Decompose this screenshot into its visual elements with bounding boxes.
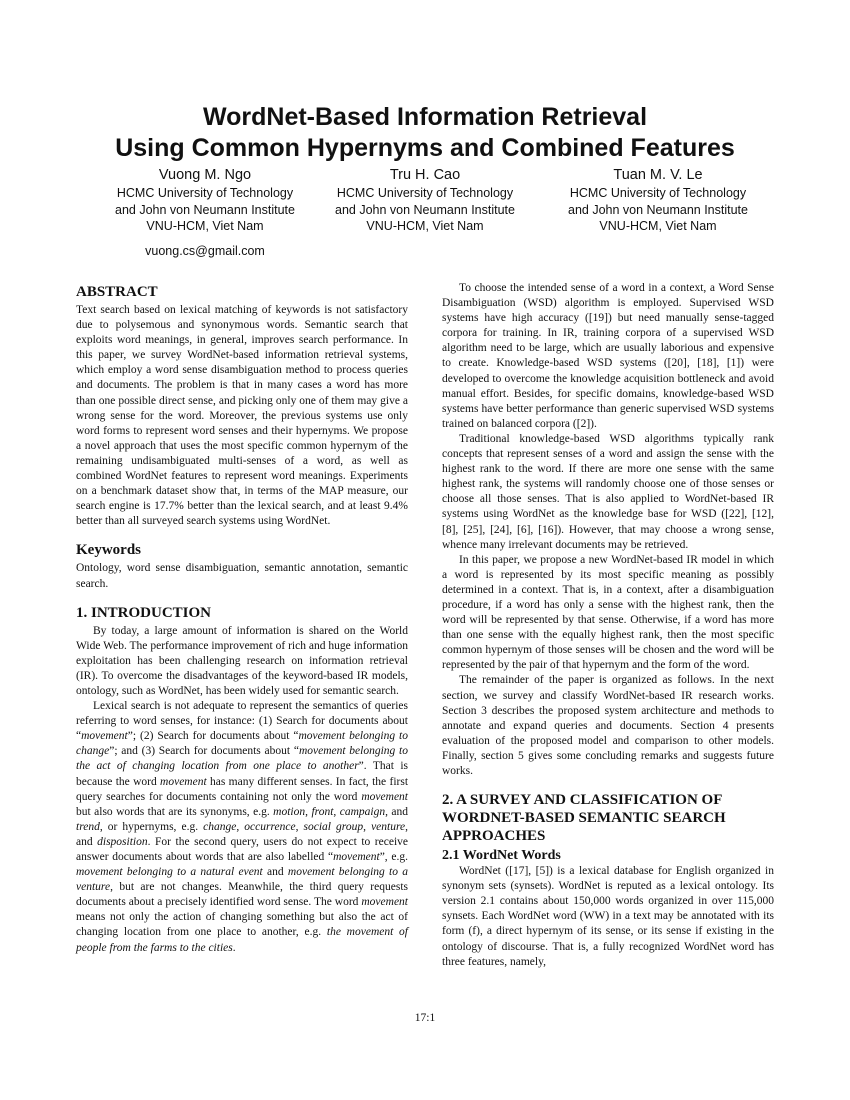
intro-paragraph-2: Lexical search is not adequate to represent the semantics of queries referring to word senses, for instance: (1) Search for documents about “movement”; (2) Search for documents about “movement belonging to change”; and (3) Search for documents about “movement belonging to the act of changing location from one place to another”. That is because the word movement has many different senses. In fact, the first query searches for documents containing not only the word movement but also words that are its synonyms, e.g. motion, front, campaign, and trend, or hypernyms, e.g. change, occurrence, social group, venture, and disposition. For the second query, users do not expect to receive answer documents about words that are also labelled “movement”, e.g. movement belonging to a natural event and movement belonging to a venture, but are not changes. Meanwhile, the third query requests documents about a precisely identified word sense. The word movement means not only the action of changing something but also the act of changing location from one place to another, e.g. the movement of people from the farms to the cities. [76,700,409,954]
body-paragraph-organization: The remainder of the paper is organized as follows. In the next section, we survey and classify WordNet-based IR research works. Section 3 describes the proposed system architecture and methods to annotate and expand queries and documents. Section 4 presents evaluation of the proposed model and comparison to other models. Finally, section 5 gives some concluding remarks and suggests future works. [442,674,774,777]
author-affiliation: HCMC University of Technology [569,186,747,200]
title-line-2: Using Common Hypernyms and Combined Features [115,134,735,162]
author-name: Vuong M. Ngo [158,167,252,183]
author-affiliation: VNU-HCM, Viet Nam [599,219,717,233]
intro-paragraph-1: By today, a large amount of information is shared on the World Wide Web. The performance improvement of rich and huge information exploitation has been challenging research on information retrieval (IR). To overcome the disadvantages of the keyword-based IR models, ontology, such as WordNet, has been widely used for semantic search. [76,624,408,697]
body-paragraph-wsd: To choose the intended sense of a word in a context, a Word Sense Disambiguation (WSD) algorithm is employed. Supervised WSD systems have high accuracy ([19]) but need manually sense-tagged corpora for training. In IR, training corpora of a supervised WSD algorithm need to be large, which are usually laborious and expensive to create. Knowledge-based WSD systems ([20], [18], [1]) were developed to overcome the knowledge acquisition bottleneck and avoid manual effort. Besides, for specific domains, knowledge-based WSD systems have better performance than generic supervised WSD systems trained on balanced corpora ([2]). [442,282,774,430]
paper-title [0,102,850,164]
right-column [442,281,774,970]
author-email[interactable]: vuong.cs@gmail.com [145,243,265,258]
author-block-2 [295,166,555,235]
keywords-text: Ontology, word sense disambiguation, semantic annotation, semantic search. [76,562,408,590]
author-affiliation: and John von Neumann Institute [568,202,748,217]
abstract-heading: ABSTRACT [76,284,158,300]
subsection-2-1-heading: 2.1 WordNet Words [442,848,561,864]
body-paragraph-proposal: In this paper, we propose a new WordNet-based IR model in which a word is represented by its most specific meaning as possibly determined in a context. That is, in a context, after a disambiguation procedure, if a word has only a sense with the highest rank, then the word will be represented by that sense. Otherwise, if a word has more than one sense with the equally highest rank, then the most specific common hypernym of those senses will be chosen and the word will be represented by the pair of that hypernym and the form of the word. [442,553,774,672]
author-affiliation: HCMC University of Technology [336,186,514,200]
author-affiliation: and John von Neumann Institute [335,202,515,217]
author-affiliation: VNU-HCM, Viet Nam [366,219,484,233]
introduction-heading: 1. INTRODUCTION [76,604,212,621]
author-name: Tru H. Cao [389,167,461,183]
body-paragraph-wordnet: WordNet ([17], [5]) is a lexical database for English organized in synonym sets (synsets). WordNet is reputed as a lexical ontology. Its version 2.1 contains about 150,000 words organized in over 115,000 synsets. Each WordNet word (WW) in a text may be annotated with its form (f), a direct hypernym of its sense, or its sense if existing in the ontology of discourse. That is, a fully recognized WordNet word has three features, namely, [442,865,774,968]
author-affiliation: and John von Neumann Institute [115,202,295,217]
title-line-1: WordNet-Based Information Retrieval [202,103,648,131]
author-block-3 [528,166,788,235]
author-affiliation: VNU-HCM, Viet Nam [146,219,264,233]
author-name: Tuan M. V. Le [613,167,703,183]
keywords-heading: Keywords [76,542,141,559]
author-affiliation: HCMC University of Technology [116,186,294,200]
section-2-heading: 2. A SURVEY AND CLASSIFICATION OF WORDNET-BASED SEMANTIC SEARCH APPROACHES [442,792,726,845]
page-number: 17:1 [414,1012,436,1024]
abstract-text: Text search based on lexical matching of keywords is not satisfactory due to polysemous and synonymous words. Semantic search that exploits word meanings, in general, improves search performance. In this paper, we survey WordNet-based information retrieval systems, which employ a word sense disambiguation method to process queries and documents. The problem is that in many cases a word has more than one possible direct sense, and picking only one of them may give a wrong sense for the word. Moreover, the previous systems use only word forms to represent word senses and their hypernyms. We propose a novel approach that uses the most specific common hypernym of the remaining undisambiguated multi-senses of a word, as well as combined WordNet features to represent word meanings. Experiments on a benchmark dataset show that, in terms of the MAP measure, our search engine is 17.7% better than the lexical search, and at least 9.4% better than all surveyed search systems using WordNet. [76,304,408,528]
left-column [76,283,408,956]
body-paragraph-traditional: Traditional knowledge-based WSD algorithms typically rank concepts that represent senses of a word and assign the sense with the highest rank to the word. If there are more one sense with the same highest rank, the systems will randomly choose one of those senses or choose all those senses. That is also applied to WordNet-based IR systems using WordNet as the knowledge base for WSD ([22], [12], [8], [25], [24], [6], [16]). However, that may choose a wrong sense, whence many irrelevant documents may be retrieved. [442,432,774,551]
